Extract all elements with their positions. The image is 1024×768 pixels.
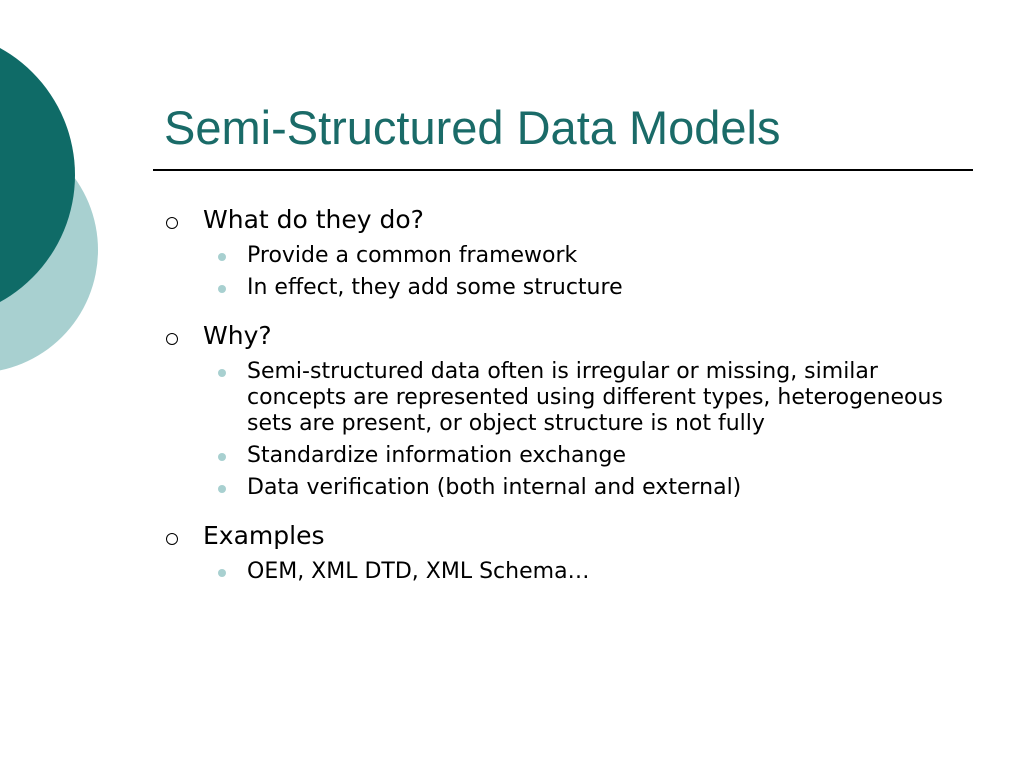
hollow-circle-bullet-icon xyxy=(166,333,178,345)
section-examples xyxy=(162,519,952,585)
sub-bullet-text: In effect, they add some structure xyxy=(247,275,623,300)
sub-bullet-text: Data verification (both internal and external) xyxy=(247,475,742,500)
sub-bullet-item xyxy=(162,275,952,301)
sub-bullet-list xyxy=(162,559,952,585)
sub-bullet-list xyxy=(162,243,952,301)
level1-bullet-text: Why? xyxy=(203,321,272,350)
corner-circles-decoration xyxy=(0,0,160,420)
sub-bullet-text: Provide a common framework xyxy=(247,243,578,268)
sub-bullet-text: Standardize information exchange xyxy=(247,443,626,468)
hollow-circle-bullet-icon xyxy=(166,533,178,545)
level1-bullet-text: Examples xyxy=(203,521,325,550)
sub-bullet-list xyxy=(162,359,952,501)
dot-bullet-icon xyxy=(218,453,226,461)
level1-bullet-item xyxy=(162,519,952,553)
dot-bullet-icon xyxy=(218,253,226,261)
section-what-they-do xyxy=(162,203,952,301)
level1-bullet-item xyxy=(162,319,952,353)
dot-bullet-icon xyxy=(218,569,226,577)
dot-bullet-icon xyxy=(218,485,226,493)
bullet-content xyxy=(162,203,952,603)
sub-bullet-item xyxy=(162,243,952,269)
sub-bullet-item xyxy=(162,559,952,585)
dot-bullet-icon xyxy=(218,369,226,377)
section-why xyxy=(162,319,952,501)
sub-bullet-text: Semi-structured data often is irregular or missing, similar concepts are represented using different types, heterogeneous sets are present, or object structure is not fully xyxy=(247,359,943,436)
hollow-circle-bullet-icon xyxy=(166,217,178,229)
level1-bullet-item xyxy=(162,203,952,237)
level1-bullet-text: What do they do? xyxy=(203,205,424,234)
sub-bullet-item xyxy=(162,443,952,469)
title-underline xyxy=(153,169,973,171)
slide-title: Semi-Structured Data Models xyxy=(164,101,781,154)
sub-bullet-text: OEM, XML DTD, XML Schema… xyxy=(247,559,590,584)
sub-bullet-item xyxy=(162,475,952,501)
dot-bullet-icon xyxy=(218,285,226,293)
sub-bullet-item xyxy=(162,359,952,437)
